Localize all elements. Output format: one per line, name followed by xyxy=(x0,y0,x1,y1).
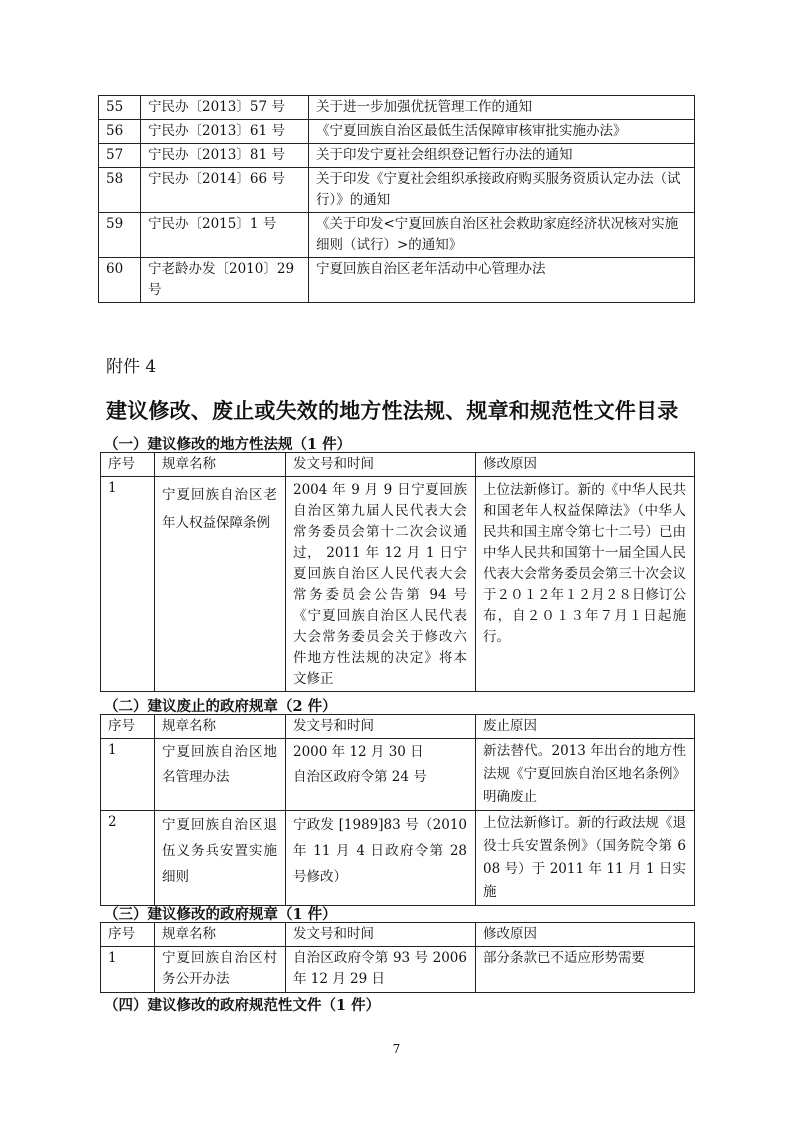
table-row xyxy=(99,120,695,144)
document-code: 宁民办〔2013〕61 号 xyxy=(141,120,309,144)
header-name: 规章名称 xyxy=(155,923,286,947)
section-table xyxy=(100,922,695,993)
repeal-reason: 新法替代。2013 年出台的地方性法规《宁夏回族自治区地名条例》明确废止 xyxy=(476,739,695,811)
header-number: 序号 xyxy=(101,453,155,477)
regulation-name: 宁夏回族自治区村务公开办法 xyxy=(155,947,286,993)
document-title: 关于印发《宁夏社会组织承接政府购买服务资质认定办法（试行）》的通知 xyxy=(309,168,695,213)
revision-reason: 部分条款已不适应形势需要 xyxy=(476,947,695,993)
row-number: 2 xyxy=(101,811,155,906)
table-header-row xyxy=(101,453,695,477)
header-reason: 修改原因 xyxy=(476,923,695,947)
table-row xyxy=(99,258,695,303)
document-code-date: 自治区政府令第 93 号 2006 年 12 月 29 日 xyxy=(286,947,476,993)
header-reason: 废止原因 xyxy=(476,715,695,739)
table-row xyxy=(99,144,695,168)
header-name: 规章名称 xyxy=(155,715,286,739)
header-number: 序号 xyxy=(101,715,155,739)
table-row xyxy=(101,477,695,692)
document-code-date: 2000 年 12 月 30 日 自治区政府令第 24 号 xyxy=(286,739,476,811)
row-number: 1 xyxy=(101,477,155,692)
document-code: 宁老龄办发〔2010〕29 号 xyxy=(141,258,309,303)
row-number: 1 xyxy=(101,739,155,811)
document-code: 宁民办〔2013〕81 号 xyxy=(141,144,309,168)
page-title: 建议修改、废止或失效的地方性法规、规章和规范性文件目录 xyxy=(106,398,679,423)
section-table xyxy=(100,452,695,692)
row-number: 59 xyxy=(99,213,141,258)
revision-reason: 上位法新修订。新的《中华人民共和国老年人权益保障法》（中华人民共和国主席令第七十二号）已由中华人民共和国第十一届全国人民代表大会常务委员会第三十次会议于２０１２年１２月２８日修订公布，自２０１３年７月１日起施行。 xyxy=(476,477,695,692)
table-row xyxy=(99,213,695,258)
document-code: 宁民办〔2013〕57 号 xyxy=(141,96,309,120)
document-title: 《宁夏回族自治区最低生活保障审核审批实施办法》 xyxy=(309,120,695,144)
row-number: 1 xyxy=(101,947,155,993)
section-heading: （二）建议废止的政府规章（2 件） xyxy=(104,698,337,715)
header-document: 发文号和时间 xyxy=(286,715,476,739)
row-number: 58 xyxy=(99,168,141,213)
page-number: 7 xyxy=(392,1042,401,1056)
row-number: 57 xyxy=(99,144,141,168)
header-document: 发文号和时间 xyxy=(286,923,476,947)
header-document: 发文号和时间 xyxy=(286,453,476,477)
table-row xyxy=(99,168,695,213)
regulation-name: 宁夏回族自治区地名管理办法 xyxy=(155,739,286,811)
regulation-name: 宁夏回族自治区老年人权益保障条例 xyxy=(155,477,286,692)
repeal-reason: 上位法新修订。新的行政法规《退役士兵安置条例》（国务院令第 608 号）于 2011 年 11 月 1 日实施 xyxy=(476,811,695,906)
document-title: 《关于印发<宁夏回族自治区社会救助家庭经济状况核对实施细则（试行）>的通知》 xyxy=(309,213,695,258)
section-table xyxy=(100,714,695,906)
table-header-row xyxy=(101,715,695,739)
regulation-name: 宁夏回族自治区退伍义务兵安置实施细则 xyxy=(155,811,286,906)
header-name: 规章名称 xyxy=(155,453,286,477)
document-code-date: 2004 年 9 月 9 日宁夏回族自治区第九届人民代表大会常务委员会第十二次会议通过， 2011 年 12 月 1 日宁夏回族自治区人民代表大会常务委员会公告第 94 号《宁夏回族自治区人民代表大会常务委员会关于修改六件地方性法规的决定》将本文修正 xyxy=(286,477,476,692)
document-code: 宁民办〔2015〕1 号 xyxy=(141,213,309,258)
top-list-table xyxy=(98,95,695,303)
table-row xyxy=(101,947,695,993)
row-number: 56 xyxy=(99,120,141,144)
section-heading: （三）建议修改的政府规章（1 件） xyxy=(104,906,337,923)
document-title: 关于印发宁夏社会组织登记暂行办法的通知 xyxy=(309,144,695,168)
section-heading: （四）建议修改的政府规范性文件（1 件） xyxy=(104,997,381,1014)
document-title: 宁夏回族自治区老年活动中心管理办法 xyxy=(309,258,695,303)
document-code-date: 宁政发 [1989]83 号（2010 年 11 月 4 日政府令第 28 号修改） xyxy=(286,811,476,906)
table-row xyxy=(99,96,695,120)
table-row xyxy=(101,811,695,906)
document-title: 关于进一步加强优抚管理工作的通知 xyxy=(309,96,695,120)
section-heading: （一）建议修改的地方性法规（1 件） xyxy=(104,436,352,453)
header-reason: 修改原因 xyxy=(476,453,695,477)
table-row xyxy=(101,739,695,811)
document-code: 宁民办〔2014〕66 号 xyxy=(141,168,309,213)
row-number: 60 xyxy=(99,258,141,303)
row-number: 55 xyxy=(99,96,141,120)
attachment-label: 附件 4 xyxy=(106,357,157,377)
table-header-row xyxy=(101,923,695,947)
header-number: 序号 xyxy=(101,923,155,947)
